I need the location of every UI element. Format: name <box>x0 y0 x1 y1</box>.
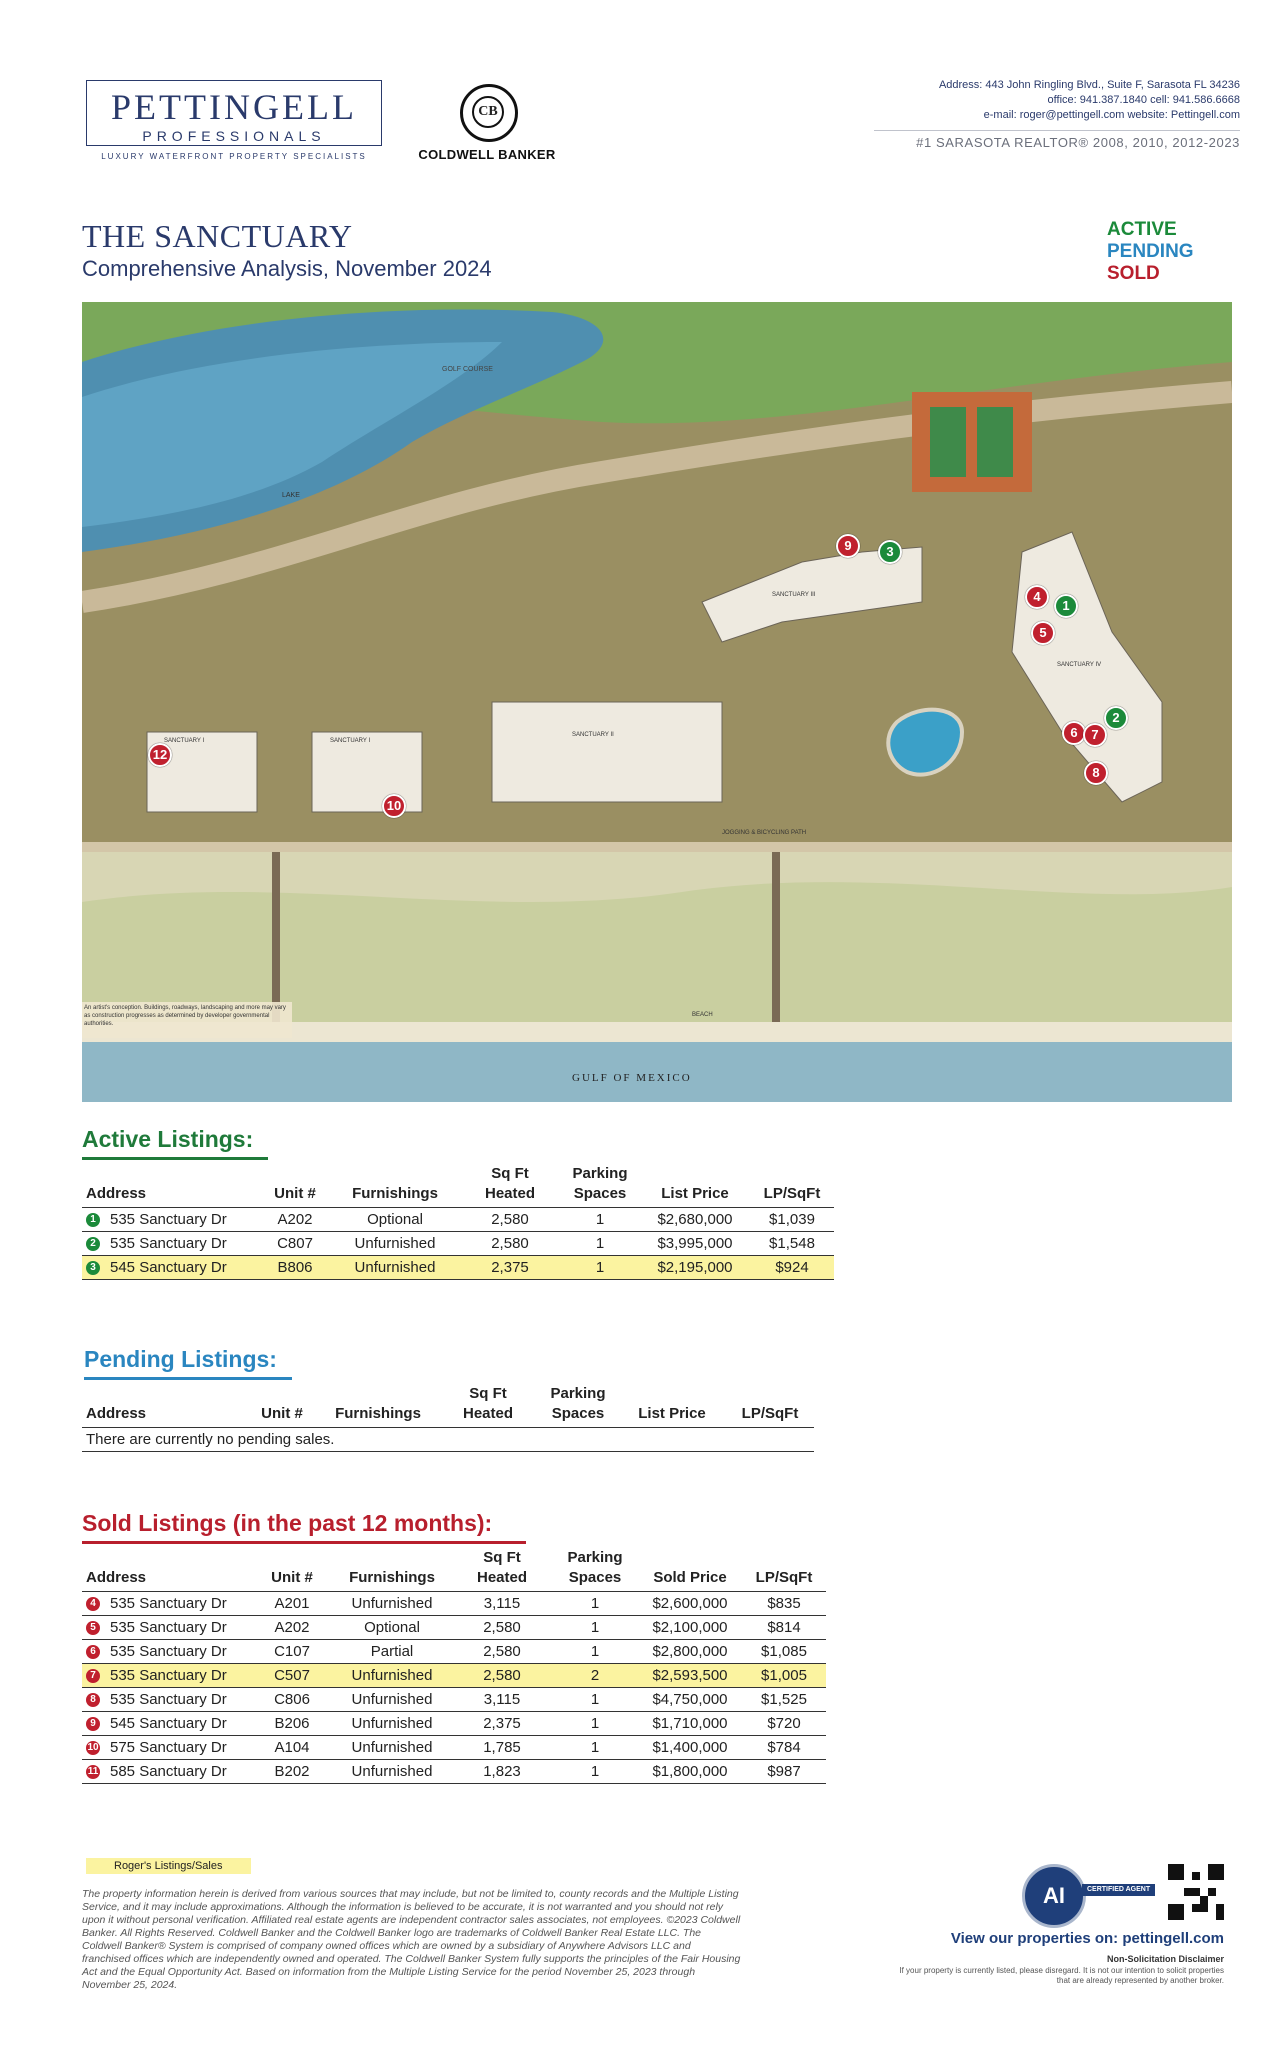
furnishings: Unfurnished <box>330 1232 460 1256</box>
email-website[interactable]: e-mail: roger@pettingell.com website: Pettingell.com <box>983 109 1240 121</box>
contact-divider <box>874 130 1240 131</box>
col-parking <box>560 1164 640 1208</box>
furnishings: Unfurnished <box>332 1736 452 1760</box>
price-per-sqft: $720 <box>742 1712 826 1736</box>
map-marker-4[interactable]: 4 <box>1025 585 1049 609</box>
parking: 1 <box>552 1688 638 1712</box>
address: 545 Sanctuary Dr <box>110 1259 227 1276</box>
price-per-sqft: $924 <box>750 1256 834 1280</box>
furnishings: Unfurnished <box>332 1688 452 1712</box>
listing-number-icon: 4 <box>86 1597 100 1611</box>
col-sqft-line2: Heated <box>484 1185 536 1202</box>
tennis-court-1 <box>930 407 966 477</box>
address: 575 Sanctuary Dr <box>110 1739 227 1756</box>
beach-walkway-2 <box>772 852 780 1022</box>
unit: A104 <box>252 1736 332 1760</box>
active-heading: Active Listings: <box>82 1126 268 1160</box>
unit: A202 <box>252 1616 332 1640</box>
price: $2,680,000 <box>640 1208 750 1232</box>
col-sqft <box>460 1164 560 1208</box>
sqft: 1,785 <box>452 1736 552 1760</box>
jogging-path <box>82 842 1232 852</box>
parking: 1 <box>552 1640 638 1664</box>
col-sqft-line1: Sq Ft <box>491 1165 529 1182</box>
non-solicitation-text: If your property is currently listed, please disregard. It is not our intention to solicit properties that are already represented by another broker. <box>899 1966 1224 1985</box>
sanctuary-2-label: SANCTUARY II <box>572 732 614 738</box>
price-per-sqft: $1,548 <box>750 1232 834 1256</box>
map-marker-1[interactable]: 1 <box>1054 594 1078 618</box>
building-sanctuary-2 <box>492 702 722 802</box>
address: 535 Sanctuary Dr <box>110 1643 227 1660</box>
price: $1,710,000 <box>638 1712 742 1736</box>
artist-note: An artist's conception. Buildings, roadways, landscaping and more may vary as construction progresses as determined by developer governmental authorities. <box>84 1005 286 1027</box>
qr-code-icon[interactable] <box>1168 1864 1224 1920</box>
highlight-key: Roger's Listings/Sales <box>86 1858 251 1874</box>
active-section <box>82 1126 268 1160</box>
contact-block <box>939 78 1240 123</box>
listing-number-icon: 11 <box>87 1766 99 1778</box>
col-sqft <box>452 1548 552 1592</box>
map-marker-6[interactable]: 6 <box>1062 721 1086 745</box>
broker-name: COLDWELL BANKER <box>418 147 556 162</box>
col-list-price: List Price <box>661 1185 729 1202</box>
gulf-of-mexico-label: GULF OF MEXICO <box>572 1072 692 1084</box>
price-per-sqft: $987 <box>742 1760 826 1784</box>
legal-disclaimer: The property information herein is derived from various sources that may include, but not be limited to, county records and the Multiple Listing Service, and it may include approximations. Although the information is believed to be accurate, it is not warranted and you should not rely upon it without personal verification. Affiliated real estate agents are independent contractor sales associates, not employees. ©2023 Coldwell Banker. All Rights Reserved. Coldwell Banker and the Coldwell Banker logo are trademarks of Coldwell Banker Real Estate LLC. The Coldwell Banker® System is comprised of company owned offices which are owned by a subsidiary of Anywhere Advisors LLC and franchised offices which are independently owned and operated. The Coldwell Banker System fully supports the principles of the Fair Housing Act and the Equal Opportunity Act. Based on information from the Multiple Listing Service for the period November 25, 2023 through November 25, 2024. <box>82 1888 741 1991</box>
golf-course-label: GOLF COURSE <box>442 366 493 373</box>
sqft: 3,115 <box>452 1688 552 1712</box>
listing-number-icon: 6 <box>86 1645 100 1659</box>
legend-pending: PENDING <box>1107 241 1194 262</box>
sold-table <box>82 1548 826 1784</box>
price: $1,400,000 <box>638 1736 742 1760</box>
address: 535 Sanctuary Dr <box>110 1235 227 1252</box>
sqft: 3,115 <box>452 1592 552 1616</box>
address: 545 Sanctuary Dr <box>110 1715 227 1732</box>
table-row <box>82 1208 834 1232</box>
col-parking-line1: Parking <box>550 1385 606 1402</box>
price-per-sqft: $814 <box>742 1616 826 1640</box>
legend-active: ACTIVE <box>1107 219 1177 240</box>
furnishings: Optional <box>330 1208 460 1232</box>
col-list-price: List Price <box>638 1405 706 1422</box>
price: $2,593,500 <box>638 1664 742 1688</box>
parking: 1 <box>552 1736 638 1760</box>
price-per-sqft: $1,039 <box>750 1208 834 1232</box>
sanctuary-1b-label: SANCTUARY I <box>330 738 371 744</box>
sqft: 2,580 <box>452 1640 552 1664</box>
col-furnishings: Furnishings <box>352 1185 438 1202</box>
map-marker-5[interactable]: 5 <box>1031 621 1055 645</box>
listing-number-icon: 10 <box>87 1742 99 1754</box>
col-sqft-line1: Sq Ft <box>483 1549 521 1566</box>
col-parking-line1: Parking <box>567 1549 623 1566</box>
price: $3,995,000 <box>640 1232 750 1256</box>
col-parking-line2: Spaces <box>551 1405 605 1422</box>
price-per-sqft: $784 <box>742 1736 826 1760</box>
jogging-path-label: JOGGING & BICYCLING PATH <box>722 830 807 836</box>
lake-label: LAKE <box>282 492 300 499</box>
unit: A201 <box>252 1592 332 1616</box>
unit: C507 <box>252 1664 332 1688</box>
address: 585 Sanctuary Dr <box>110 1763 227 1780</box>
unit: B206 <box>252 1712 332 1736</box>
col-parking <box>538 1384 618 1428</box>
price: $2,600,000 <box>638 1592 742 1616</box>
sqft: 2,580 <box>460 1232 560 1256</box>
table-row <box>82 1232 834 1256</box>
parking: 2 <box>552 1664 638 1688</box>
beach-label: BEACH <box>692 1012 713 1018</box>
building-sanctuary-1b <box>312 732 422 812</box>
sqft: 2,580 <box>452 1664 552 1688</box>
map-marker-8[interactable]: 8 <box>1084 761 1108 785</box>
sanctuary-4-label: SANCTUARY IV <box>1057 662 1102 668</box>
parking: 1 <box>552 1592 638 1616</box>
listing-number-icon: 7 <box>86 1669 100 1683</box>
sold-heading: Sold Listings (in the past 12 months): <box>82 1510 526 1544</box>
unit: C806 <box>252 1688 332 1712</box>
table-row <box>82 1616 826 1640</box>
page-title: THE SANCTUARY <box>82 218 353 254</box>
sanctuary-3-label: SANCTUARY III <box>772 592 816 598</box>
parking: 1 <box>552 1616 638 1640</box>
address: 535 Sanctuary Dr <box>110 1595 227 1612</box>
furnishings: Unfurnished <box>332 1760 452 1784</box>
listing-number-icon: 3 <box>86 1261 100 1275</box>
col-address: Address <box>86 1569 147 1586</box>
furnishings: Unfurnished <box>332 1712 452 1736</box>
table-row <box>82 1760 826 1784</box>
status-legend <box>1107 219 1194 285</box>
table-row <box>82 1592 826 1616</box>
sqft: 2,375 <box>460 1256 560 1280</box>
unit: A202 <box>260 1208 330 1232</box>
price-per-sqft: $1,525 <box>742 1688 826 1712</box>
legend-sold: SOLD <box>1107 263 1160 284</box>
col-address: Address <box>86 1405 147 1422</box>
col-unit: Unit # <box>274 1185 316 1202</box>
pending-heading: Pending Listings: <box>84 1346 292 1380</box>
map-marker-9[interactable]: 9 <box>836 534 860 558</box>
col-address: Address <box>86 1185 147 1202</box>
realtor-award-line: #1 SARASOTA REALTOR® 2008, 2010, 2012-2023 <box>916 135 1240 150</box>
col-sold-price: Sold Price <box>653 1569 727 1586</box>
listing-number-icon: 1 <box>86 1213 100 1227</box>
table-row <box>82 1428 814 1452</box>
unit: B806 <box>260 1256 330 1280</box>
active-table <box>82 1164 834 1280</box>
col-lp-sqft: LP/SqFt <box>755 1569 813 1586</box>
furnishings: Unfurnished <box>332 1592 452 1616</box>
address: 535 Sanctuary Dr <box>110 1211 227 1228</box>
map-marker-3[interactable]: 3 <box>878 540 902 564</box>
office-address: Address: 443 John Ringling Blvd., Suite F, Sarasota FL 34236 <box>938 79 1240 91</box>
table-row <box>82 1736 826 1760</box>
furnishings: Unfurnished <box>332 1664 452 1688</box>
furnishings: Unfurnished <box>330 1256 460 1280</box>
col-sqft-line2: Heated <box>476 1569 528 1586</box>
tennis-court-2 <box>977 407 1013 477</box>
phone-numbers: office: 941.387.1840 cell: 941.586.6668 <box>1047 94 1240 106</box>
col-parking-line2: Spaces <box>573 1185 627 1202</box>
parking: 1 <box>552 1760 638 1784</box>
table-header-row <box>82 1384 814 1428</box>
price: $1,800,000 <box>638 1760 742 1784</box>
site-plan-illustration <box>82 302 1232 1102</box>
price: $4,750,000 <box>638 1688 742 1712</box>
col-sqft <box>438 1384 538 1428</box>
sqft: 2,580 <box>452 1616 552 1640</box>
cb-monogram: CB <box>472 96 504 128</box>
col-lp-sqft: LP/SqFt <box>741 1405 799 1422</box>
sqft: 2,375 <box>452 1712 552 1736</box>
pending-table <box>82 1384 814 1452</box>
listing-number-icon: 8 <box>86 1693 100 1707</box>
price-per-sqft: $1,005 <box>742 1664 826 1688</box>
parking: 1 <box>560 1256 640 1280</box>
col-sqft-line2: Heated <box>462 1405 514 1422</box>
no-pending-message: There are currently no pending sales. <box>82 1428 814 1452</box>
price: $2,195,000 <box>640 1256 750 1280</box>
col-unit: Unit # <box>271 1569 313 1586</box>
price: $2,800,000 <box>638 1640 742 1664</box>
map-marker-12[interactable]: 12 <box>148 743 172 767</box>
site-plan-map <box>82 302 1232 1102</box>
listing-number-icon: 9 <box>86 1717 100 1731</box>
parking: 1 <box>560 1208 640 1232</box>
map-marker-7[interactable]: 7 <box>1083 723 1107 747</box>
dune-grass <box>82 882 1232 1022</box>
table-row <box>82 1712 826 1736</box>
price-per-sqft: $1,085 <box>742 1640 826 1664</box>
furnishings: Optional <box>332 1616 452 1640</box>
pending-section <box>84 1346 292 1380</box>
sold-section <box>82 1510 526 1544</box>
unit: C807 <box>260 1232 330 1256</box>
logo-tagline: LUXURY WATERFRONT PROPERTY SPECIALISTS <box>101 152 367 161</box>
sanctuary-1a-label: SANCTUARY I <box>164 738 205 744</box>
beach-walkway-1 <box>272 852 280 1022</box>
non-solicitation-title: Non-Solicitation Disclaimer <box>1106 1954 1224 1964</box>
parking: 1 <box>560 1232 640 1256</box>
parking: 1 <box>552 1712 638 1736</box>
logo-name: PETTINGELL <box>111 87 357 127</box>
furnishings: Partial <box>332 1640 452 1664</box>
price-per-sqft: $835 <box>742 1592 826 1616</box>
table-row-highlighted <box>82 1256 834 1280</box>
map-marker-2[interactable]: 2 <box>1104 706 1128 730</box>
badge-label: CERTIFIED AGENT <box>1082 1884 1155 1896</box>
col-parking <box>552 1548 638 1592</box>
col-lp-sqft: LP/SqFt <box>763 1185 821 1202</box>
sqft: 2,580 <box>460 1208 560 1232</box>
address: 535 Sanctuary Dr <box>110 1667 227 1684</box>
listing-number-icon: 5 <box>86 1621 100 1635</box>
col-furnishings: Furnishings <box>349 1569 435 1586</box>
table-row <box>82 1640 826 1664</box>
map-marker-10[interactable]: 10 <box>382 794 406 818</box>
view-properties-link[interactable]: View our properties on: pettingell.com <box>950 1930 1224 1947</box>
ai-certified-badge-icon: AI <box>1022 1864 1086 1928</box>
address: 535 Sanctuary Dr <box>110 1691 227 1708</box>
listing-number-icon: 2 <box>86 1237 100 1251</box>
col-furnishings: Furnishings <box>335 1405 421 1422</box>
logo-subtitle: PROFESSIONALS <box>142 128 326 144</box>
address: 535 Sanctuary Dr <box>110 1619 227 1636</box>
price: $2,100,000 <box>638 1616 742 1640</box>
table-row <box>82 1688 826 1712</box>
col-sqft-line1: Sq Ft <box>469 1385 507 1402</box>
unit: C107 <box>252 1640 332 1664</box>
sqft: 1,823 <box>452 1760 552 1784</box>
unit: B202 <box>252 1760 332 1784</box>
page-subtitle: Comprehensive Analysis, November 2024 <box>82 256 492 281</box>
table-row-highlighted <box>82 1664 826 1688</box>
col-unit: Unit # <box>261 1405 303 1422</box>
col-parking-line2: Spaces <box>568 1569 622 1586</box>
table-header-row <box>82 1164 834 1208</box>
col-parking-line1: Parking <box>572 1165 628 1182</box>
table-header-row <box>82 1548 826 1592</box>
